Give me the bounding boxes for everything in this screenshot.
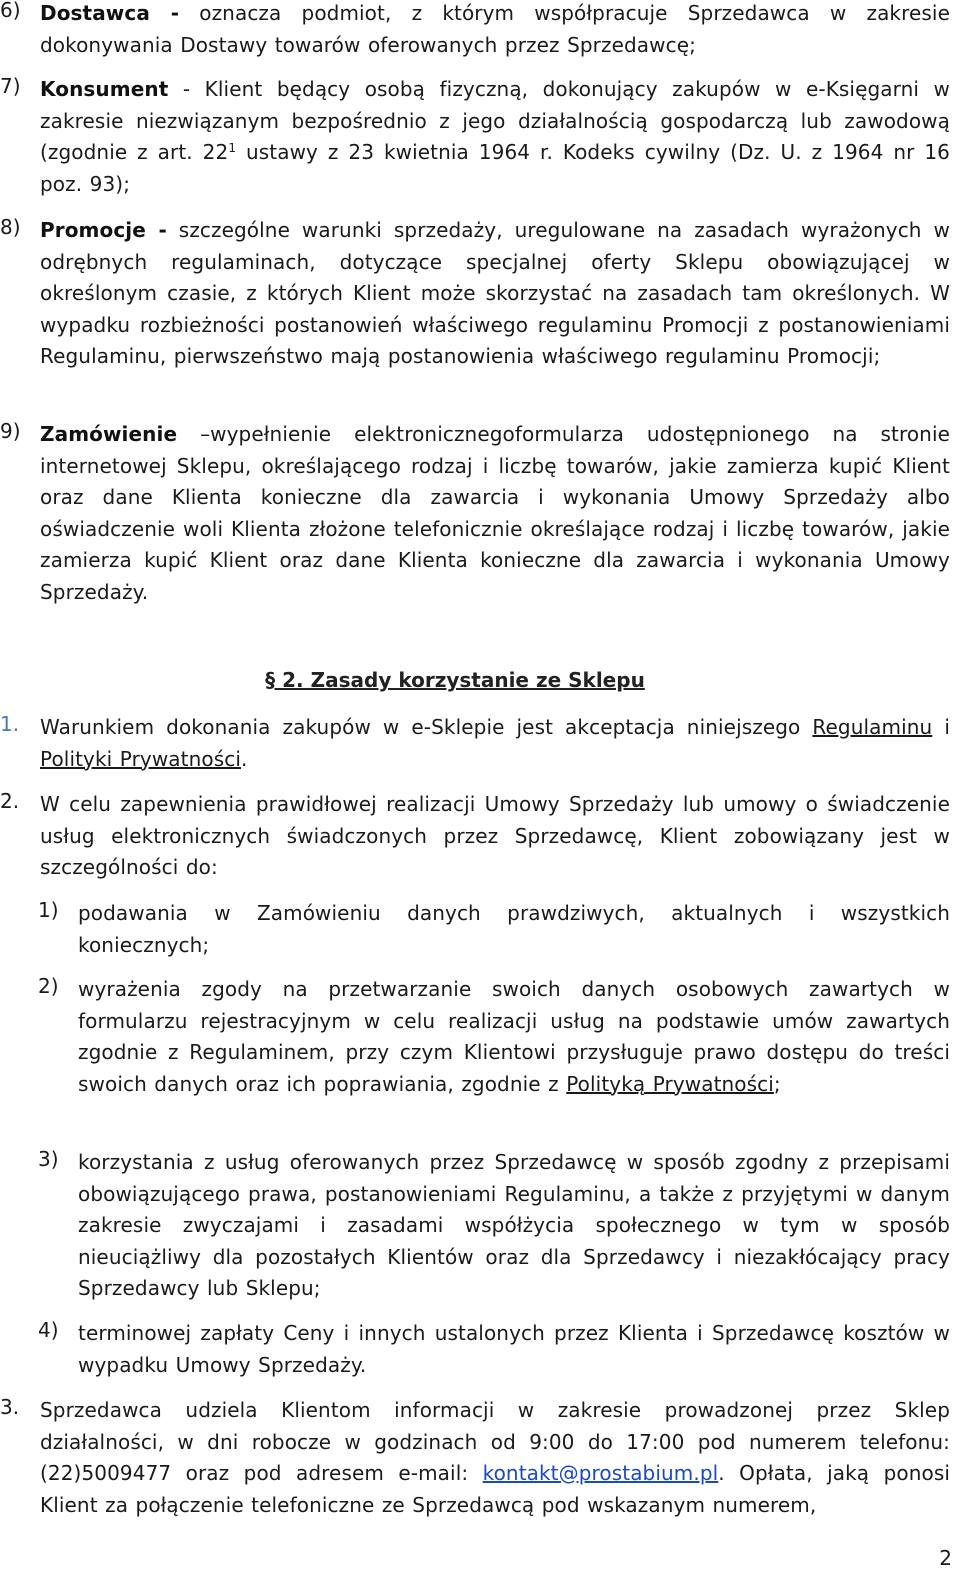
regulamin-link[interactable]: Regulaminu — [812, 715, 933, 739]
item-number: 8) — [0, 215, 21, 239]
definition-body-cont: ustawy z 23 kwietnia 1964 r. Kodeks cywilny (Dz. U. z 1964 nr 16 poz. 93); — [40, 140, 951, 196]
item-number: 6) — [0, 0, 21, 22]
item-number: 7) — [0, 74, 21, 98]
item-body: wyrażenia zgody na przetwarzanie swoich danych osobowych zawartych w formularzu rejestracyjnym w celu realizacji usług na podstawie umów zawartych zgodnie z Regulaminem, przy czym Klientowi przysługuje prawo dostępu do treści swoich danych oraz ich poprawiania, zgodnie z — [78, 977, 950, 1096]
paragraph-text — [40, 1395, 950, 1521]
privacy-policy-link[interactable]: Polityką Prywatności — [566, 1071, 774, 1096]
item-number: 9) — [0, 419, 21, 443]
definition-term: Promocje - — [40, 218, 167, 242]
item-text: korzystania z usług oferowanych przez Sprzedawcę w sposób zgodny z przepisami obowiązującego prawa, postanowieniami Regulaminu, a także z przyjętymi w danym zakresie zwyczajami i zasadami współżycia społecznego w tym w sposób nieuciążliwy dla pozostałych Klientów oraz dla Sprzedawcy i niezakłócający pracy Sprzedawcy lub Sklepu; — [78, 1150, 950, 1300]
paragraph-end: . Opłata, jaką ponosi Klient za połączenie telefoniczne ze Sprzedawcą pod wskazanym numerem, — [40, 1461, 950, 1517]
definition-body: szczególne warunki sprzedaży, uregulowane na zasadach wyrażonych w odrębnych regulaminach, dotyczące specjalnej oferty Sklepu obowiązującej w określonym czasie, z których Klient może skorzystać na zasadach tam określonych. W wypadku rozbieżności postanowień właściwego regulaminu Promocji z postanowieniami Regulaminu, pierwszeństwo mają postanowienia właściwego regulaminu Promocji; — [40, 218, 950, 368]
paragraph-conjunction: i — [944, 715, 950, 739]
paragraph-body: Warunkiem dokonania zakupów w e-Sklepie jest akceptacja niniejszego — [40, 715, 801, 739]
definition-body: –wypełnienie elektronicznegoformularza udostępnionego na stronie internetowej Sklepu, określającego rodzaj i liczbę towarów, jakie zamierza kupić Klient oraz dane Klienta konieczne dla zawarcia i wykonania Umowy Sprzedaży albo oświadczenie woli Klienta złożone telefonicznie określające rodzaj i liczbę towarów, jakie zamierza kupić Klient oraz dane Klienta konieczne dla zawarcia i wykonania Umowy Sprzedaży. — [40, 422, 950, 604]
item-text: terminowej zapłaty Ceny i innych ustalonych przez Klienta i Sprzedawcę kosztów w wypadku Umowy Sprzedaży. — [78, 1321, 950, 1377]
item-number: 1) — [38, 898, 59, 922]
item-number: 3) — [38, 1147, 59, 1171]
paragraph-number: 2. — [0, 789, 20, 813]
item-number: 2) — [38, 974, 59, 998]
definition-body: - Klient będący osobą fizyczną, dokonujący zakupów w e-Księgarni w zakresie niezwiązanym bezpośrednio z jego działalnością gospodarczą lub zawodową (zgodnie z art. 22 — [40, 77, 950, 164]
paragraph-end: . — [240, 746, 248, 771]
definition-text — [40, 215, 950, 373]
paragraph-text: W celu zapewnienia prawidłowej realizacji Umowy Sprzedaży lub umowy o świadczenie usług elektronicznych świadczonych przez Sprzedawcę, Klient zobowiązany jest w szczególności do: — [40, 792, 950, 879]
definition-body: oznacza podmiot, z którym współpracuje Sprzedawca w zakresie dokonywania Dostawy towarów oferowanych przez Sprzedawcę; — [40, 1, 950, 57]
definition-text — [40, 0, 950, 61]
footnote-superscript: 1 — [228, 141, 237, 155]
definition-text — [40, 74, 950, 200]
definition-text — [40, 419, 950, 608]
item-number: 4) — [38, 1318, 59, 1342]
item-text — [78, 974, 950, 1100]
paragraph-number: 1. — [0, 712, 20, 736]
privacy-policy-link[interactable]: Polityki Prywatności — [40, 746, 241, 771]
email-link[interactable]: kontakt@prostabium.pl — [482, 1461, 719, 1485]
item-end: ; — [773, 1071, 781, 1096]
paragraph-number: 3. — [0, 1395, 20, 1419]
definition-term: Zamówienie — [40, 422, 178, 446]
definition-term: Dostawca - — [40, 1, 180, 25]
item-text: podawania w Zamówieniu danych prawdziwych, aktualnych i wszystkich koniecznych; — [78, 901, 950, 957]
paragraph-text — [40, 712, 950, 775]
page-number: 2 — [939, 1546, 952, 1570]
section-heading: § 2. Zasady korzystanie ze Sklepu — [265, 668, 645, 692]
definition-term: Konsument — [40, 77, 169, 101]
paragraph-body: Sprzedawca udziela Klientom informacji w zakresie prowadzonej przez Sklep działalności, w dni robocze w godzinach od 9:00 do 17:00 pod numerem telefonu: (22)5009477 oraz pod adresem e-mail: — [40, 1398, 950, 1485]
